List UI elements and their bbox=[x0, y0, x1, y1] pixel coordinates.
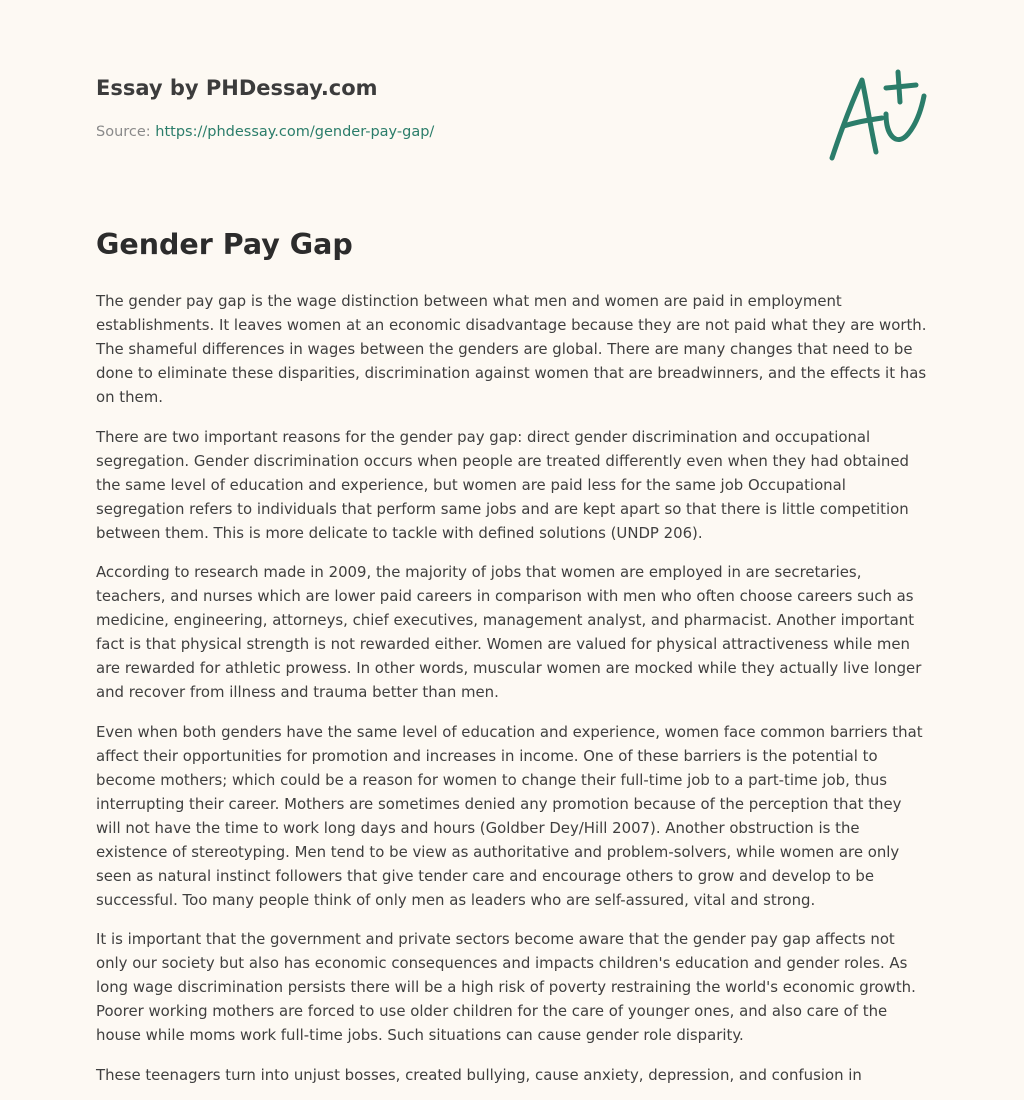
page-header bbox=[96, 0, 928, 200]
source-label: Source: bbox=[96, 124, 151, 140]
a-plus-logo-icon bbox=[826, 68, 930, 164]
essay-paragraph-2: There are two important reasons for the gender pay gap: direct gender discrimination and occupational segregation. Gender discrimination occurs when people are treated differently even when they had obtained the same level of education and experience, but women are paid less for the same job Occupational segregation refers to individuals that perform same jobs and are kept apart so that there is little competition between them. This is more delicate to tackle with defined solutions (UNDP 206). bbox=[96, 427, 909, 542]
essay-body bbox=[96, 289, 928, 1087]
brand-title: Essay by PHDessay.com bbox=[96, 76, 378, 100]
essay-paragraph-3: According to research made in 2009, the majority of jobs that women are employed in are secretaries, teachers, and nurses which are lower paid careers in comparison with men who often choose careers such as medicine, engineering, attorneys, chief executives, management analyst, and pharmacist. Another important fact is that physical strength is not rewarded either. Women are valued for physical attractiveness while men are rewarded for athletic prowess. In other words, muscular women are mocked while they actually live longer and recover from illness and trauma better than men. bbox=[96, 563, 922, 701]
essay-paragraph-1: The gender pay gap is the wage distinction between what men and women are paid in employment establishments. It leaves women at an economic disadvantage because they are not paid what they are worth. The shameful differences in wages between the genders are global. There are many changes that need to be done to eliminate these disparities, discrimination against women that are breadwinners, and the effects it has on them. bbox=[96, 292, 927, 406]
source-line bbox=[96, 124, 434, 140]
essay-paragraph-5: It is important that the government and private sectors become aware that the gender pay gap affects not only our society but also has economic consequences and impacts children's education and gender roles. As long wage discrimination persists there will be a high risk of poverty restraining the world's economic growth. Poorer working mothers are forced to use older children for the care of younger ones, and also care of the house while moms work full-time jobs. Such situations can cause gender role disparity. bbox=[96, 930, 916, 1044]
essay-paragraph-4: Even when both genders have the same level of education and experience, women face common barriers that affect their opportunities for promotion and increases in income. One of these barriers is the potential to become mothers; which could be a reason for women to change their full-time job to a part-time job, thus interrupting their career. Mothers are sometimes denied any promotion because of the perception that they will not have the time to work long days and hours (Goldber Dey/Hill 2007). Another obstruction is the existence of stereotyping. Men tend to be view as authoritative and problem-solvers, while women are only seen as natural instinct followers that give tender care and encourage others to grow and develop to be successful. Too many people think of only men as leaders who are self-assured, vital and strong. bbox=[96, 722, 923, 909]
essay-title: Gender Pay Gap bbox=[96, 228, 353, 261]
essay-paragraph-6: These teenagers turn into unjust bosses, created bullying, cause anxiety, depression, and confusion in bbox=[96, 1065, 862, 1084]
source-link[interactable]: https://phdessay.com/gender-pay-gap/ bbox=[155, 124, 435, 140]
